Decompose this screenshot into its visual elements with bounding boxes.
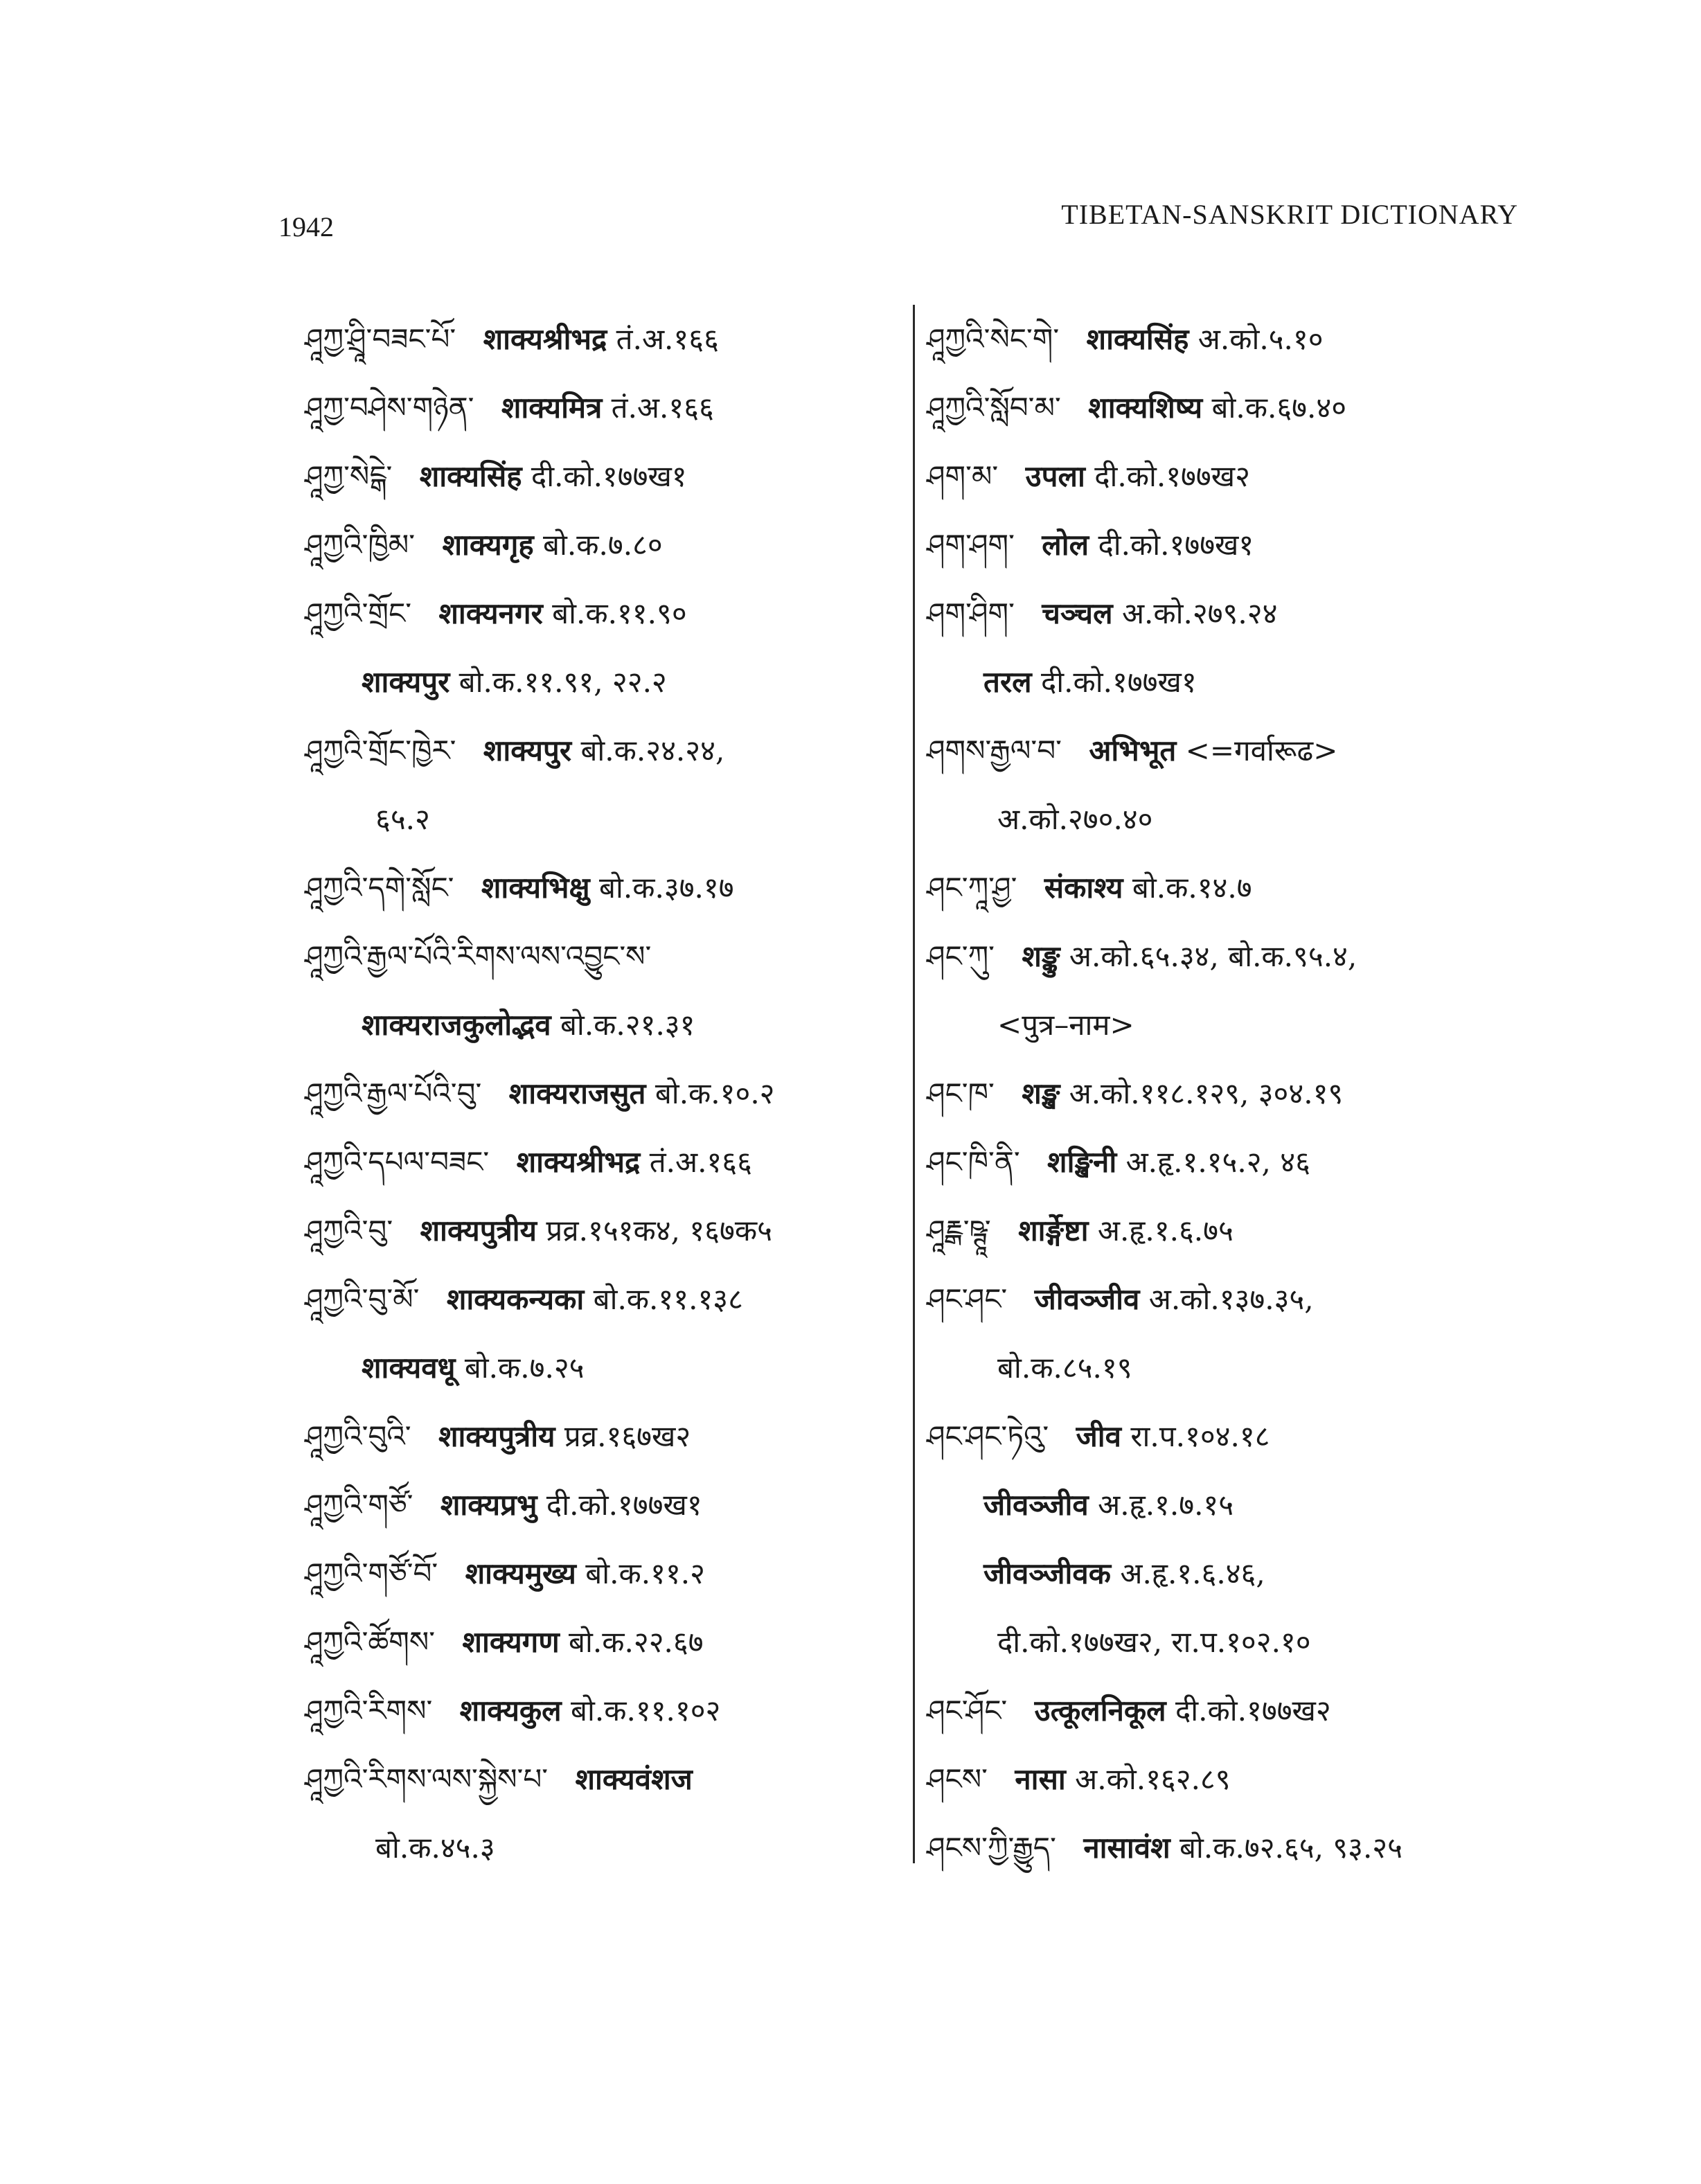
dictionary-entry (305, 511, 900, 579)
dictionary-entry (305, 1471, 900, 1539)
tibetan-headword: ཤཱཀྱའི་རྒྱལ་པོའི་རིགས་ལས་འབྱུང་ས་ (305, 939, 652, 973)
sanskrit-equivalent: शाक्यवंशज (575, 1762, 693, 1796)
source-reference: बो.क.७.८० (543, 528, 663, 562)
tibetan-headword: ཤཱཀྱའི་ཁྱིམ་ (305, 528, 416, 562)
tibetan-headword: ཤགས་རྒྱལ་བ་ (927, 734, 1062, 767)
source-reference: अ.को.६५.३४, बो.क.९५.४, (1069, 939, 1357, 973)
sanskrit-equivalent: शाक्यराजकुलोद्भव (362, 1008, 551, 1042)
source-reference: दी.को.१७७ख२ (1175, 1694, 1331, 1728)
source-reference: <=गर्वारूढ> (1185, 734, 1338, 767)
entry-continuation (927, 785, 1522, 853)
dictionary-entry (305, 305, 900, 373)
dictionary-entry (927, 1265, 1522, 1333)
tibetan-headword: ཤཱཀྱའི་རིགས་ (305, 1694, 433, 1728)
sanskrit-equivalent: उत्कूलनिकूल (1034, 1694, 1166, 1728)
source-reference: बो.क.२१.३१ (560, 1008, 695, 1042)
entry-continuation (927, 1539, 1522, 1608)
source-reference: अ.हृ.१.७.१५ (1098, 1488, 1234, 1522)
source-reference: बो.क.३७.१७ (599, 871, 734, 905)
source-reference: बो.क.७.२५ (464, 1351, 585, 1385)
dictionary-entry (305, 1402, 900, 1471)
sanskrit-equivalent: शाक्यप्रभु (440, 1488, 537, 1522)
sanskrit-equivalent: शाक्यकुल (459, 1694, 562, 1728)
source-reference: अ.को.१३७.३५, (1148, 1282, 1314, 1316)
sanskrit-equivalent: संकाश्य (1044, 871, 1123, 905)
tibetan-headword: ཤང་ཤོང་ (927, 1694, 1008, 1728)
sanskrit-equivalent: शङ्ख (1022, 1076, 1060, 1110)
sanskrit-equivalent: शाक्यकन्यका (446, 1282, 585, 1316)
tibetan-headword: ཤང་ཁ་ (927, 1076, 995, 1110)
tibetan-headword: ཤང་ཀཱ་ཤྱ་ (927, 871, 1017, 905)
tibetan-headword: ཤཱཀྱའི་ཚོགས་ (305, 1625, 436, 1659)
dictionary-entry (927, 853, 1522, 922)
source-reference: अ.को.२७९.२४ (1121, 596, 1278, 630)
source-reference: बो.क.११.१३८ (593, 1282, 743, 1316)
sanskrit-equivalent: तरल (983, 665, 1032, 699)
source-reference: प्रव्र.१६७ख२ (564, 1419, 691, 1453)
tibetan-headword: ཤཱཀྱའི་དགེ་སློང་ (305, 871, 454, 905)
source-reference: अ.हृ.१.६.७५ (1097, 1214, 1234, 1248)
source-reference: रा.प.१०४.१८ (1130, 1419, 1270, 1453)
source-reference: अ.को.११८.१२९, ३०४.१९ (1069, 1076, 1344, 1110)
source-reference: बो.क.१४.७ (1132, 871, 1252, 905)
tibetan-headword: ཤག་མ་ (927, 459, 999, 493)
tibetan-headword: ཤཱཀྱའི་བུ་ (305, 1214, 393, 1248)
tibetan-headword: ཤཱཀྱའི་བུ་མོ་ (305, 1282, 420, 1316)
entry-continuation (305, 1813, 900, 1882)
source-reference: दी.को.१७७ख१ (531, 459, 687, 493)
entry-continuation (305, 648, 900, 716)
entry-continuation (927, 648, 1522, 716)
source-reference: अ.हृ.१.१५.२, ४६ (1125, 1145, 1310, 1179)
tibetan-headword: ཤག་ཤིག་ (927, 596, 1015, 630)
sanskrit-equivalent: नासा (1015, 1762, 1066, 1796)
dictionary-entry (305, 1128, 900, 1196)
sanskrit-equivalent: शाक्यश्रीभद्र (483, 322, 607, 356)
sanskrit-equivalent: जीव (1076, 1419, 1121, 1453)
source-reference: बो.क.११.१०२ (571, 1694, 721, 1728)
source-reference: बो.क.११.२ (585, 1556, 705, 1590)
sanskrit-equivalent: शाक्यवधू (362, 1351, 456, 1385)
entry-continuation (305, 1333, 900, 1402)
source-reference: <पुत्र–नाम> (997, 1008, 1134, 1042)
source-reference: तं.अ.१६६ (649, 1145, 752, 1179)
source-reference: तं.अ.१६६ (611, 391, 714, 425)
tibetan-headword: ཤག་ཤག་ (927, 528, 1015, 562)
sanskrit-equivalent: शङ्कु (1022, 939, 1060, 973)
sanskrit-equivalent: चञ्चल (1042, 596, 1113, 630)
tibetan-headword: ཤཱཀྱའི་སློབ་མ་ (927, 391, 1061, 425)
tibetan-headword: ཤངས་ཀྱི་རྒྱུད་ (927, 1831, 1056, 1865)
source-reference: अ.हृ.१.६.४६, (1120, 1556, 1265, 1590)
entry-continuation (927, 1608, 1522, 1676)
dictionary-entry (305, 1196, 900, 1265)
sanskrit-equivalent: शाक्यपुत्रीय (438, 1419, 555, 1453)
dictionary-entry (305, 1539, 900, 1608)
dictionary-entry (927, 373, 1522, 442)
sanskrit-equivalent: शाक्यशिष्य (1088, 391, 1203, 425)
source-reference: दी.को.१७७ख२, रा.प.१०२.१० (997, 1625, 1311, 1659)
source-reference: अ.को.५.१० (1197, 322, 1324, 356)
tibetan-headword: ཤང་ཤང་ཏེའུ་ (927, 1419, 1049, 1453)
entry-continuation (305, 785, 900, 853)
dictionary-entry (927, 442, 1522, 511)
sanskrit-equivalent: शाक्यगण (462, 1625, 560, 1659)
source-reference: दी.को.१७७ख१ (1040, 665, 1197, 699)
left-column (305, 305, 900, 1882)
source-reference: प्रव्र.१५१क४, १६७क५ (546, 1214, 772, 1248)
dictionary-entry (305, 1745, 900, 1813)
dictionary-entry (305, 1059, 900, 1128)
dictionary-entry (927, 1676, 1522, 1745)
source-reference: बो.क.११.९१, २२.२ (458, 665, 667, 699)
sanskrit-equivalent: शाक्यभिक्षु (481, 871, 590, 905)
sanskrit-equivalent: शङ्खिनी (1047, 1145, 1117, 1179)
tibetan-headword: ཤཱཀྱའི་རིགས་ལས་སྐྱེས་པ་ (305, 1762, 549, 1796)
source-reference: बो.क.११.९० (552, 596, 687, 630)
tibetan-headword: ཤཱཀྱའི་བུའི་ (305, 1419, 411, 1453)
sanskrit-equivalent: जीवञ्जीवक (983, 1556, 1112, 1590)
tibetan-headword: ཤཱཀྱའི་གཙོ་བོ་ (305, 1556, 438, 1590)
sanskrit-equivalent: शाक्यपुर (483, 734, 572, 767)
page-number: 1942 (278, 211, 334, 242)
tibetan-headword: ཤཱཀྱའི་གྲོང་ཁྱེར་ (305, 734, 456, 767)
dictionary-entry (305, 716, 900, 785)
tibetan-headword: ཤང་ཤང་ (927, 1282, 1008, 1316)
dictionary-entry (305, 373, 900, 442)
tibetan-headword: ཤཱཀྱ་སེངྒེ་ (305, 459, 393, 493)
source-reference: तं.अ.१६६ (616, 322, 719, 356)
tibetan-headword: ཤཱརྔྒ་ཥྚཱ་ (927, 1214, 991, 1248)
dictionary-entry (305, 1676, 900, 1745)
source-reference: अ.को.१६२.८९ (1075, 1762, 1231, 1796)
running-title: TIBETAN-SANSKRIT DICTIONARY (1061, 199, 1518, 230)
column-divider (913, 305, 915, 1863)
tibetan-headword: ཤངས་ (927, 1762, 988, 1796)
tibetan-headword: ཤཱཀྱའི་གཙོ་ (305, 1488, 413, 1522)
source-reference: बो.क.२२.६७ (569, 1625, 704, 1659)
dictionary-entry (927, 716, 1522, 785)
source-reference: दी.को.१७७ख१ (546, 1488, 702, 1522)
source-reference: बो.क.२४.२४, (580, 734, 725, 767)
sanskrit-equivalent: शाक्यपुर (362, 665, 450, 699)
dictionary-entry (305, 853, 900, 922)
sanskrit-equivalent: नासावंश (1083, 1831, 1170, 1865)
dictionary-entry (927, 579, 1522, 648)
dictionary-entry (927, 922, 1522, 991)
dictionary-entry (927, 1813, 1522, 1882)
entry-continuation (305, 991, 900, 1059)
sanskrit-equivalent: शाक्यमुख्य (465, 1556, 576, 1590)
tibetan-headword: ཤང་ཀུ་ (927, 939, 995, 973)
dictionary-entry (927, 1128, 1522, 1196)
tibetan-headword: ཤཱཀྱ་བཤེས་གཉེན་ (305, 391, 474, 425)
source-reference: दी.को.१७७ख१ (1098, 528, 1254, 562)
tibetan-headword: ཤཱཀྱའི་དཔལ་བཟང་ (305, 1145, 490, 1179)
sanskrit-equivalent: जीवञ्जीव (1034, 1282, 1140, 1316)
dictionary-entry (927, 1402, 1522, 1471)
sanskrit-equivalent: शार्ङ्गेष्टा (1018, 1214, 1089, 1248)
dictionary-entry (927, 305, 1522, 373)
sanskrit-equivalent: शाक्यपुत्रीय (420, 1214, 537, 1248)
tibetan-headword: ཤཱཀྱའི་རྒྱལ་པོའི་བུ་ (305, 1076, 482, 1110)
source-reference: बो.क.४५.३ (375, 1831, 495, 1865)
sanskrit-equivalent: शाक्यसिंह (1086, 322, 1189, 356)
sanskrit-equivalent: शाक्यश्रीभद्र (516, 1145, 641, 1179)
source-reference: ६५.२ (375, 802, 430, 836)
source-reference: दी.को.१७७ख२ (1094, 459, 1250, 493)
sanskrit-equivalent: शाक्यसिंह (419, 459, 522, 493)
tibetan-headword: ཤང་ཁི་ནི་ (927, 1145, 1020, 1179)
entry-continuation (927, 1471, 1522, 1539)
source-reference: बो.क.६७.४० (1211, 391, 1347, 425)
source-reference: बो.क.१०.२ (654, 1076, 775, 1110)
dictionary-entry (305, 1265, 900, 1333)
dictionary-entry (927, 1059, 1522, 1128)
sanskrit-equivalent: शाक्यराजसुत (508, 1076, 646, 1110)
dictionary-entry (305, 442, 900, 511)
tibetan-headword: ཤཱཀྱ་ཤྲཱི་བཟང་པོ་ (305, 322, 456, 356)
source-reference: बो.क.८५.१९ (997, 1351, 1132, 1385)
sanskrit-equivalent: शाक्यमित्र (501, 391, 603, 425)
sanskrit-equivalent: जीवञ्जीव (983, 1488, 1089, 1522)
dictionary-entry (927, 511, 1522, 579)
dictionary-entry (305, 579, 900, 648)
dictionary-entry (927, 1196, 1522, 1265)
sanskrit-equivalent: शाक्यगृह (442, 528, 534, 562)
dictionary-entry (305, 922, 900, 991)
source-reference: अ.को.२७०.४० (997, 802, 1153, 836)
entry-continuation (927, 991, 1522, 1059)
tibetan-headword: ཤཱཀྱའི་སེང་གེ་ (927, 322, 1060, 356)
sanskrit-equivalent: शाक्यनगर (438, 596, 543, 630)
tibetan-headword: ཤཱཀྱའི་གྲོང་ (305, 596, 412, 630)
right-column (927, 305, 1522, 1882)
dictionary-entry (927, 1745, 1522, 1813)
dictionary-entry (305, 1608, 900, 1676)
source-reference: बो.क.७२.६५, ९३.२५ (1179, 1831, 1402, 1865)
sanskrit-equivalent: लोल (1042, 528, 1089, 562)
sanskrit-equivalent: अभिभूत (1089, 734, 1177, 767)
entry-continuation (927, 1333, 1522, 1402)
sanskrit-equivalent: उपला (1025, 459, 1085, 493)
